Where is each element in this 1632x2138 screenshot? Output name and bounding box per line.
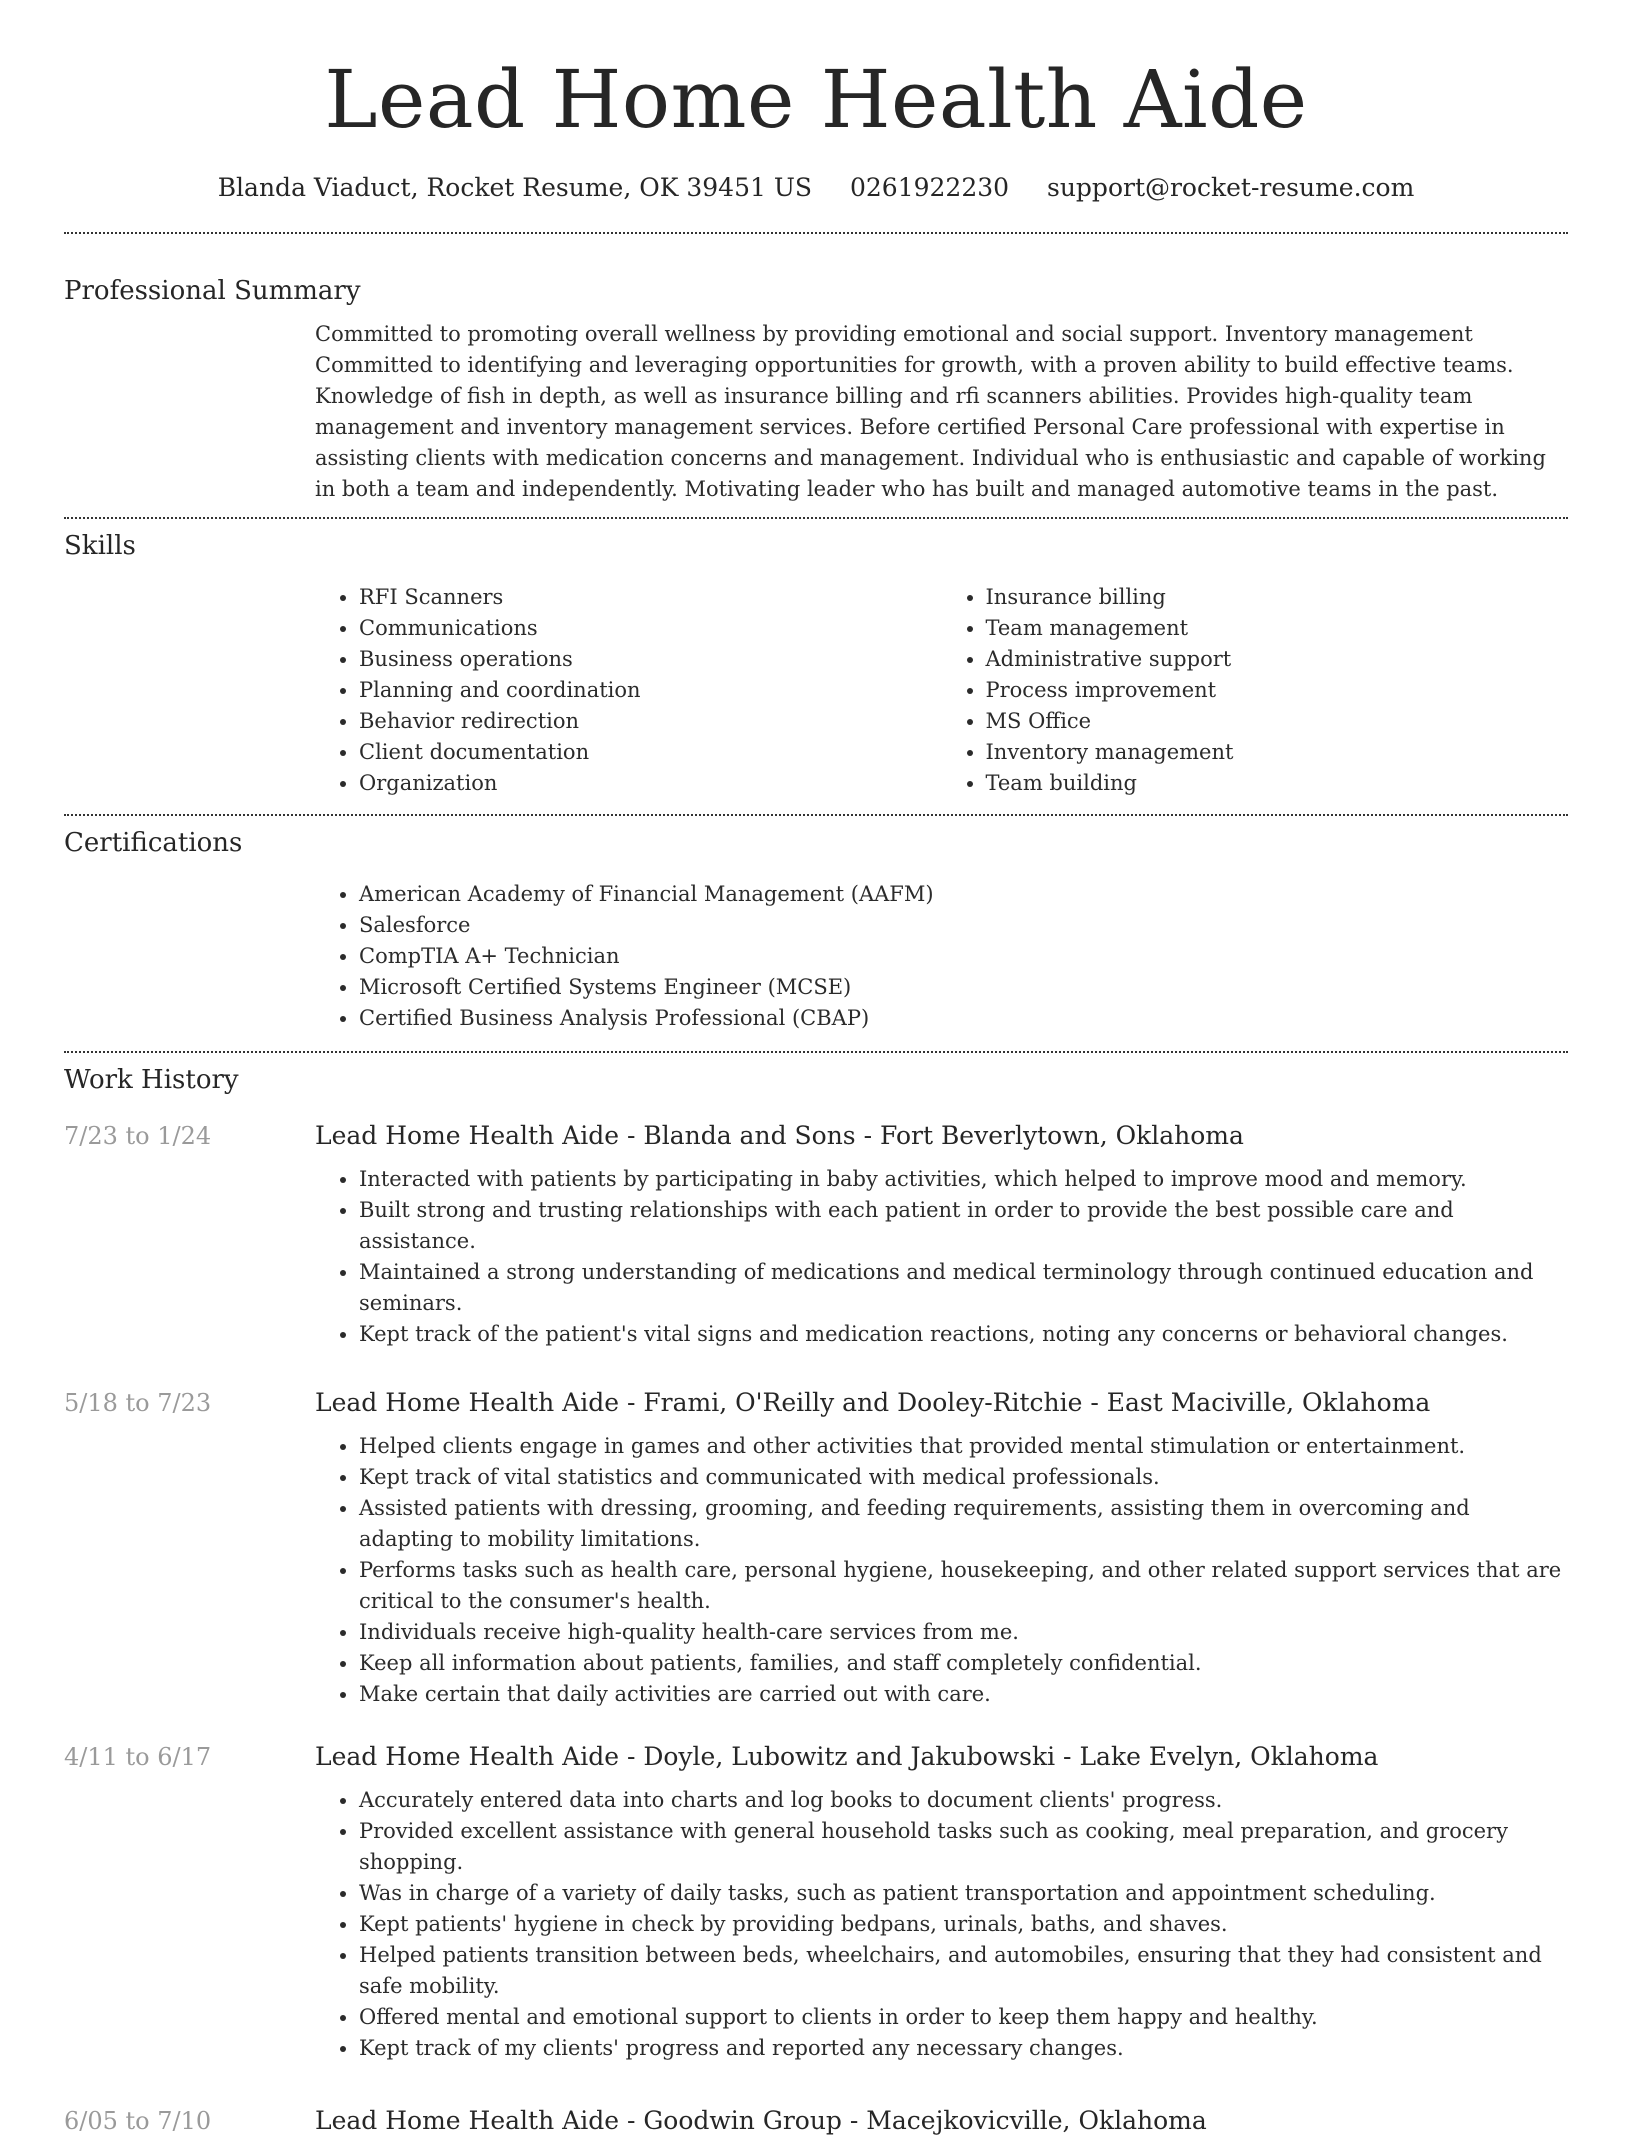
job-entry bbox=[64, 1740, 1568, 2064]
summary-text: Committed to promoting overall wellness by providing emotional and social support. Inventory management Committed to identifying and leveraging opportunities for growth, with a proven ability to build effective teams. Knowledge of fish in depth, as well as insurance billing and rfi scanners abilities. Provides high-quality team management and inventory management services. Before certified Personal Care professional with expertise in assisting clients with medication concerns and management. Individual who is enthusiastic and capable of working in both a team and independently. Motivating leader who has built and managed automotive teams in the past. bbox=[315, 322, 1546, 501]
job-entry bbox=[64, 2104, 1568, 2138]
skill-item: • Administrative support bbox=[986, 644, 1569, 675]
skill-item: • Behavior redirection bbox=[359, 706, 942, 737]
certification-item: • CompTIA A+ Technician bbox=[359, 941, 1568, 972]
certifications-list bbox=[315, 879, 1568, 1034]
job-heading: Lead Home Health Aide - Frami, O'Reilly and Dooley-Ritchie - East Maciville, Oklahoma bbox=[315, 1388, 1431, 1417]
job-bullet: • Helped clients engage in games and other activities that provided mental stimulation or entertainment. bbox=[359, 1431, 1568, 1462]
job-heading: Lead Home Health Aide - Doyle, Lubowitz and Jakubowski - Lake Evelyn, Oklahoma bbox=[315, 1742, 1379, 1771]
job-heading: Lead Home Health Aide - Goodwin Group - Macejkovicville, Oklahoma bbox=[315, 2106, 1207, 2135]
certification-item: • Microsoft Certified Systems Engineer (MCSE) bbox=[359, 972, 1568, 1003]
job-bullet: • Keep all information about patients, families, and staff completely confidential. bbox=[359, 1648, 1568, 1679]
certifications-title: Certifications bbox=[64, 828, 243, 858]
job-bullet: • Was in charge of a variety of daily tasks, such as patient transportation and appointment scheduling. bbox=[359, 1878, 1568, 1909]
contact-line bbox=[64, 170, 1568, 206]
job-dates: 7/23 to 1/24 bbox=[64, 1122, 212, 1150]
skill-item: • Team management bbox=[986, 613, 1569, 644]
skill-item: • Communications bbox=[359, 613, 942, 644]
skills-grid bbox=[315, 582, 1568, 799]
contact-phone: 0261922230 bbox=[849, 173, 1010, 202]
job-bullet: • Maintained a strong understanding of medications and medical terminology through continued education and seminars. bbox=[359, 1257, 1568, 1319]
divider bbox=[64, 232, 1568, 234]
skill-item: • Business operations bbox=[359, 644, 942, 675]
job-dates: 6/05 to 7/10 bbox=[64, 2107, 212, 2135]
job-bullet: • Accurately entered data into charts and log books to document clients' progress. bbox=[359, 1785, 1568, 1816]
job-dates: 4/11 to 6/17 bbox=[64, 1743, 212, 1771]
job-bullets bbox=[315, 1431, 1568, 1710]
skill-item: • Planning and coordination bbox=[359, 675, 942, 706]
job-dates: 5/18 to 7/23 bbox=[64, 1389, 212, 1417]
skill-item: • Inventory management bbox=[986, 737, 1569, 768]
job-bullet: • Kept track of vital statistics and communicated with medical professionals. bbox=[359, 1462, 1568, 1493]
skill-item: • MS Office bbox=[986, 706, 1569, 737]
job-entry bbox=[64, 1386, 1568, 1710]
skills-title: Skills bbox=[64, 531, 136, 561]
skills-list-right bbox=[942, 582, 1569, 799]
job-bullet: • Assisted patients with dressing, grooming, and feeding requirements, assisting them in overcoming and adapting to mobility limitations. bbox=[359, 1493, 1568, 1555]
candidate-name: Lead Home Health Aide bbox=[324, 53, 1308, 146]
divider bbox=[64, 814, 1568, 816]
skill-item: • RFI Scanners bbox=[359, 582, 942, 613]
job-bullet: • Provided excellent assistance with general household tasks such as cooking, meal preparation, and grocery shopping. bbox=[359, 1816, 1568, 1878]
resume-page bbox=[64, 0, 1568, 2138]
summary-title: Professional Summary bbox=[64, 276, 361, 306]
job-bullet: • Kept patients' hygiene in check by providing bedpans, urinals, baths, and shaves. bbox=[359, 1909, 1568, 1940]
divider bbox=[64, 517, 1568, 519]
job-bullets bbox=[315, 1164, 1568, 1350]
contact-address: Blanda Viaduct, Rocket Resume, OK 39451 US bbox=[217, 173, 813, 202]
job-entry bbox=[64, 1119, 1568, 1350]
work-history-title: Work History bbox=[64, 1065, 239, 1095]
job-bullet: • Offered mental and emotional support to clients in order to keep them happy and healthy. bbox=[359, 2002, 1568, 2033]
job-heading: Lead Home Health Aide - Blanda and Sons - Fort Beverlytown, Oklahoma bbox=[315, 1121, 1244, 1150]
skill-item: • Insurance billing bbox=[986, 582, 1569, 613]
skill-item: • Organization bbox=[359, 768, 942, 799]
certification-item: • Certified Business Analysis Professional (CBAP) bbox=[359, 1003, 1568, 1034]
contact-email: support@rocket-resume.com bbox=[1047, 173, 1415, 202]
divider bbox=[64, 1051, 1568, 1053]
job-bullet: • Interacted with patients by participating in baby activities, which helped to improve mood and memory. bbox=[359, 1164, 1568, 1195]
certifications-block bbox=[315, 879, 1568, 1034]
skills-list-left bbox=[315, 582, 942, 799]
job-bullets bbox=[315, 1785, 1568, 2064]
skill-item: • Process improvement bbox=[986, 675, 1569, 706]
job-bullet: • Kept track of the patient's vital signs and medication reactions, noting any concerns or behavioral changes. bbox=[359, 1319, 1568, 1350]
skill-item: • Client documentation bbox=[359, 737, 942, 768]
job-bullet: • Make certain that daily activities are carried out with care. bbox=[359, 1679, 1568, 1710]
certification-item: • American Academy of Financial Management (AAFM) bbox=[359, 879, 1568, 910]
certification-item: • Salesforce bbox=[359, 910, 1568, 941]
job-bullet: • Built strong and trusting relationships with each patient in order to provide the best possible care and assistance. bbox=[359, 1195, 1568, 1257]
job-bullet: • Helped patients transition between beds, wheelchairs, and automobiles, ensuring that they had consistent and safe mobility. bbox=[359, 1940, 1568, 2002]
skill-item: • Team building bbox=[986, 768, 1569, 799]
job-bullet: • Performs tasks such as health care, personal hygiene, housekeeping, and other related support services that are critical to the consumer's health. bbox=[359, 1555, 1568, 1617]
job-bullet: • Kept track of my clients' progress and reported any necessary changes. bbox=[359, 2033, 1568, 2064]
job-bullet: • Individuals receive high-quality health-care services from me. bbox=[359, 1617, 1568, 1648]
